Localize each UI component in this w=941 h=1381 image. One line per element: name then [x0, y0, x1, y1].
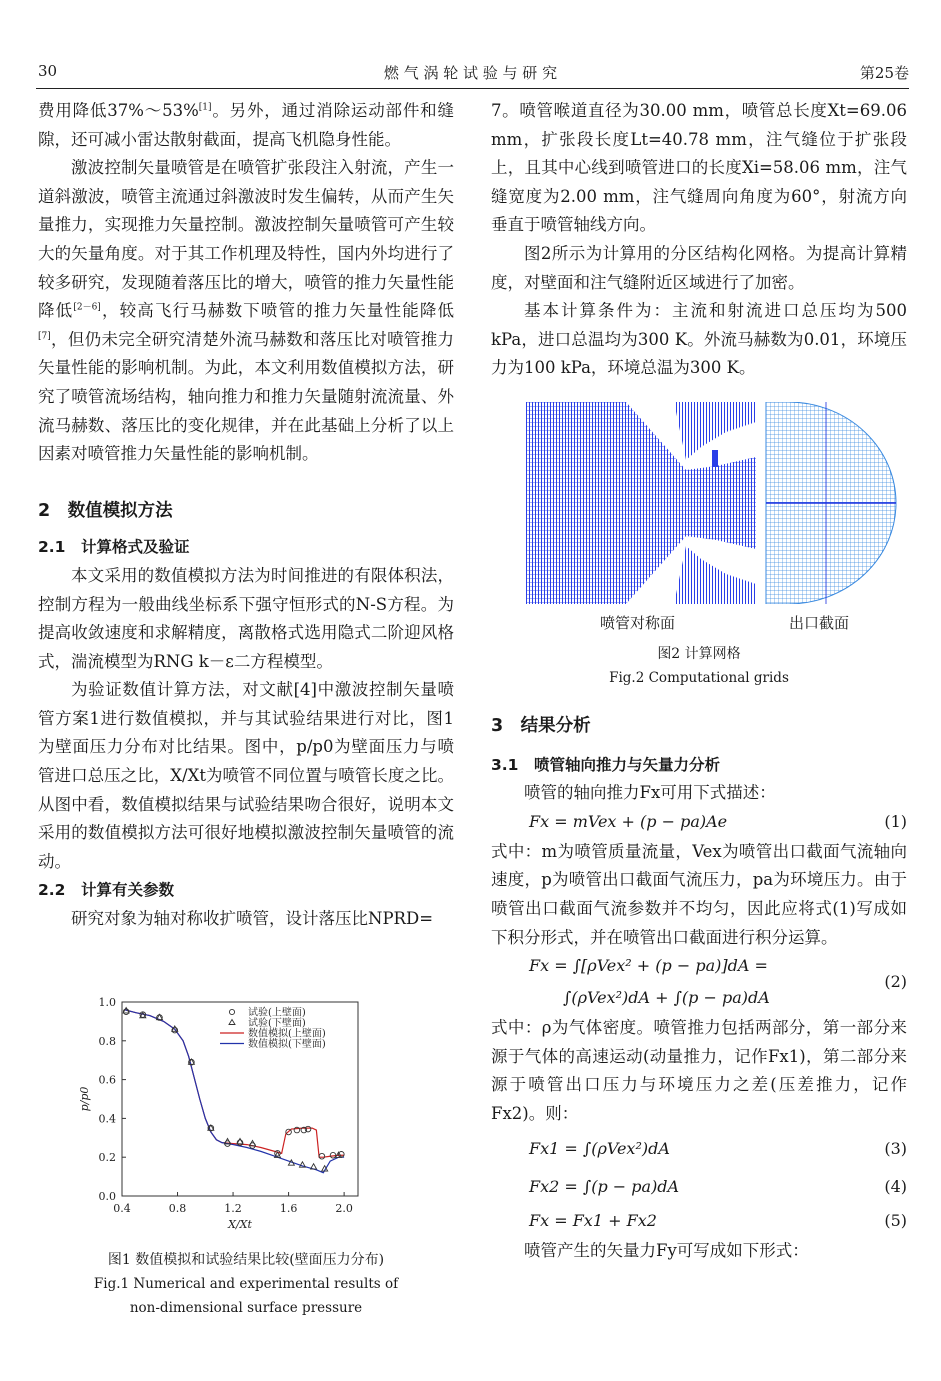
- section-heading: 2 数值模拟方法: [38, 500, 173, 521]
- legend-label: 试验(下壁面): [248, 1018, 306, 1029]
- paragraph: 研究对象为轴对称收扩喷管，设计落压比NPRD=: [71, 909, 434, 929]
- legend-swatch: [229, 1020, 235, 1025]
- equation-3: Fx1 = ∫(ρVex²)dA (3): [529, 1138, 907, 1158]
- exit-section-mesh: [766, 402, 896, 604]
- figure2-caption-en: Fig.2 Computational grids: [609, 670, 789, 686]
- equation-5: Fx = Fx1 + Fx2 (5): [529, 1210, 907, 1230]
- figure2-caption: 图2 计算网格: [657, 646, 741, 662]
- subsection-heading: 2.1 计算格式及验证: [38, 538, 190, 557]
- paragraph: 基本计算条件为：主流和射流进口总压均为500 kPa，进口总温均为300 K。外流马赫数为0.01，环境压力为100 kPa，环境总温为300 K。: [491, 301, 907, 378]
- x-tick-label: 0.4: [113, 1202, 131, 1215]
- section-heading: 3 结果分析: [491, 716, 591, 736]
- y-tick-label: 0.8: [98, 1034, 116, 1048]
- figure2-label-left: 喷管对称面: [600, 614, 676, 632]
- figure1-caption-block: [38, 1248, 454, 1320]
- data-point-triangle: [311, 1164, 317, 1169]
- paragraph: 7。喷管喉道直径为30.00 mm，喷管总长度Xt=69.06 mm，扩张段长度Lt=40.78 mm，注气缝位于扩张段上，且其中心线到喷管进口的长度Xi=58.06 mm，注气缝宽度为2.00 mm，注气缝周向角度为60°，射流方向垂直于喷管轴线方向。: [491, 101, 907, 235]
- figure1-caption-en: non-dimensional surface pressure: [129, 1300, 363, 1316]
- paragraph: 图2所示为计算用的分区结构化网格。为提高计算精度，对壁面和注气缝附近区域进行了加密。: [491, 243, 907, 292]
- legend-label: 数值模拟(下壁面): [248, 1039, 326, 1050]
- computational-grid-figure: [526, 402, 916, 604]
- y-tick-label: 0.2: [98, 1151, 116, 1165]
- pressure-distribution-chart: [70, 990, 380, 1250]
- figure2-caption-block: [491, 642, 907, 690]
- x-tick-label: 1.6: [279, 1202, 298, 1215]
- paragraph: 式中：ρ为气体密度。喷管推力包括两部分，第一部分来源于气体的高速运动(动量推力，记作Fx1)，第二部分来源于喷管出口压力与环境压力之差(压差推力，记作Fx2)。则：: [491, 1018, 907, 1123]
- y-tick-label: 1.0: [98, 996, 116, 1009]
- page-number: 30: [38, 62, 58, 80]
- equation-2: Fx = ∫[ρVex² + (p − pa)]dA = ∫(ρVex²)dA + ∫(p − pa)dA (2): [529, 956, 907, 1008]
- paragraph: 激波控制矢量喷管是在喷管扩张段注入射流，产生一道斜激波，喷管主流通过斜激波时发生偏转，从而产生矢量推力，实现推力矢量控制。激波控制矢量喷管可产生较大的矢量角度。对于其工作机理及特性，国内外均进行了较多研究，发现随着落压比的增大，喷管的推力矢量性能降低[2－6]，较高飞行马赫数下喷管的推力矢量性能降低[7]，但仍未完全研究清楚外流马赫数和落压比对喷管推力矢量性能的影响机制。为此，本文利用数值模拟方法，研究了喷管流场结构，轴向推力和推力矢量随射流流量、外流马赫数、落压比的变化规律，并在此基础上分析了以上因素对喷管推力矢量性能的影响机制。: [38, 158, 455, 464]
- x-tick-label: 0.8: [168, 1202, 187, 1215]
- subsection-heading: 2.2 计算有关参数: [38, 881, 174, 900]
- data-point-circle: [319, 1153, 325, 1159]
- figure1-caption-en: Fig.1 Numerical and experimental results of: [93, 1276, 399, 1292]
- x-axis-label: X/Xt: [228, 1218, 252, 1231]
- right-column-bottom: [491, 712, 907, 1265]
- journal-title: 燃 气 涡 轮 试 验 与 研 究: [383, 64, 558, 82]
- paragraph: 喷管产生的矢量力Fy可写成如下形式：: [524, 1240, 809, 1260]
- paragraph: 喷管的轴向推力Fx可用下式描述：: [524, 783, 776, 803]
- y-tick-label: 0.0: [98, 1190, 116, 1203]
- figure2-label-right: 出口截面: [789, 614, 850, 632]
- header-rule: [36, 88, 909, 89]
- x-tick-label: 2.0: [335, 1202, 353, 1215]
- y-tick-label: 0.4: [98, 1112, 116, 1126]
- legend-label: 试验(上壁面): [248, 1007, 306, 1019]
- paragraph: 式中：m为喷管质量流量，Vex为喷管出口截面气流轴向速度，p为喷管出口截面气流压力，pa为环境压力。由于喷管出口截面气流参数并不均匀，因此应将式(1)写成如下积分形式，并在喷管出口截面进行积分运算。: [491, 841, 907, 947]
- paragraph: 本文采用的数值模拟方法为时间推进的有限体积法，控制方程为一般曲线坐标系下强守恒形式的N-S方程。为提高收敛速度和求解精度，离散格式选用隐式二阶迎风格式，湍流模型为RNG k－ε二方程模型。: [38, 565, 454, 671]
- equation-1: Fx = mVex + (p − pa)Ae (1): [529, 811, 907, 831]
- y-axis-label: p/p0: [78, 1086, 91, 1112]
- figure1-caption: 图1 数值模拟和试验结果比较(壁面压力分布): [107, 1252, 385, 1268]
- x-tick-label: 1.2: [224, 1202, 242, 1215]
- nozzle-symmetry-mesh: [526, 402, 756, 604]
- paragraph: 为验证数值计算方法，对文献[4]中激波控制矢量喷管方案1进行数值模拟，并与其试验结果进行对比，图1为壁面压力分布对比结果。图中，p/p0为壁面压力与喷管进口总压之比，X/Xt为喷管不同位置与喷管长度之比。从图中看，数值模拟结果与试验结果吻合很好，说明本文采用的数值模拟方法可很好地模拟激波控制矢量喷管的流动。: [38, 680, 454, 871]
- paragraph: 费用降低37%～53%[1]。另外，通过消除运动部件和缝隙，还可减小雷达散射截面，提高飞机隐身性能。: [38, 101, 454, 149]
- equation-4: Fx2 = ∫(p − pa)dA (4): [529, 1176, 907, 1196]
- legend-swatch: [229, 1009, 234, 1014]
- right-column-top: [491, 97, 907, 383]
- subsection-heading: 3.1 喷管轴向推力与矢量力分析: [491, 755, 720, 774]
- volume-label: 第25卷: [859, 64, 909, 82]
- legend-label: 数值模拟(上壁面): [248, 1028, 326, 1040]
- y-tick-label: 0.6: [98, 1073, 116, 1087]
- left-column: [38, 97, 454, 934]
